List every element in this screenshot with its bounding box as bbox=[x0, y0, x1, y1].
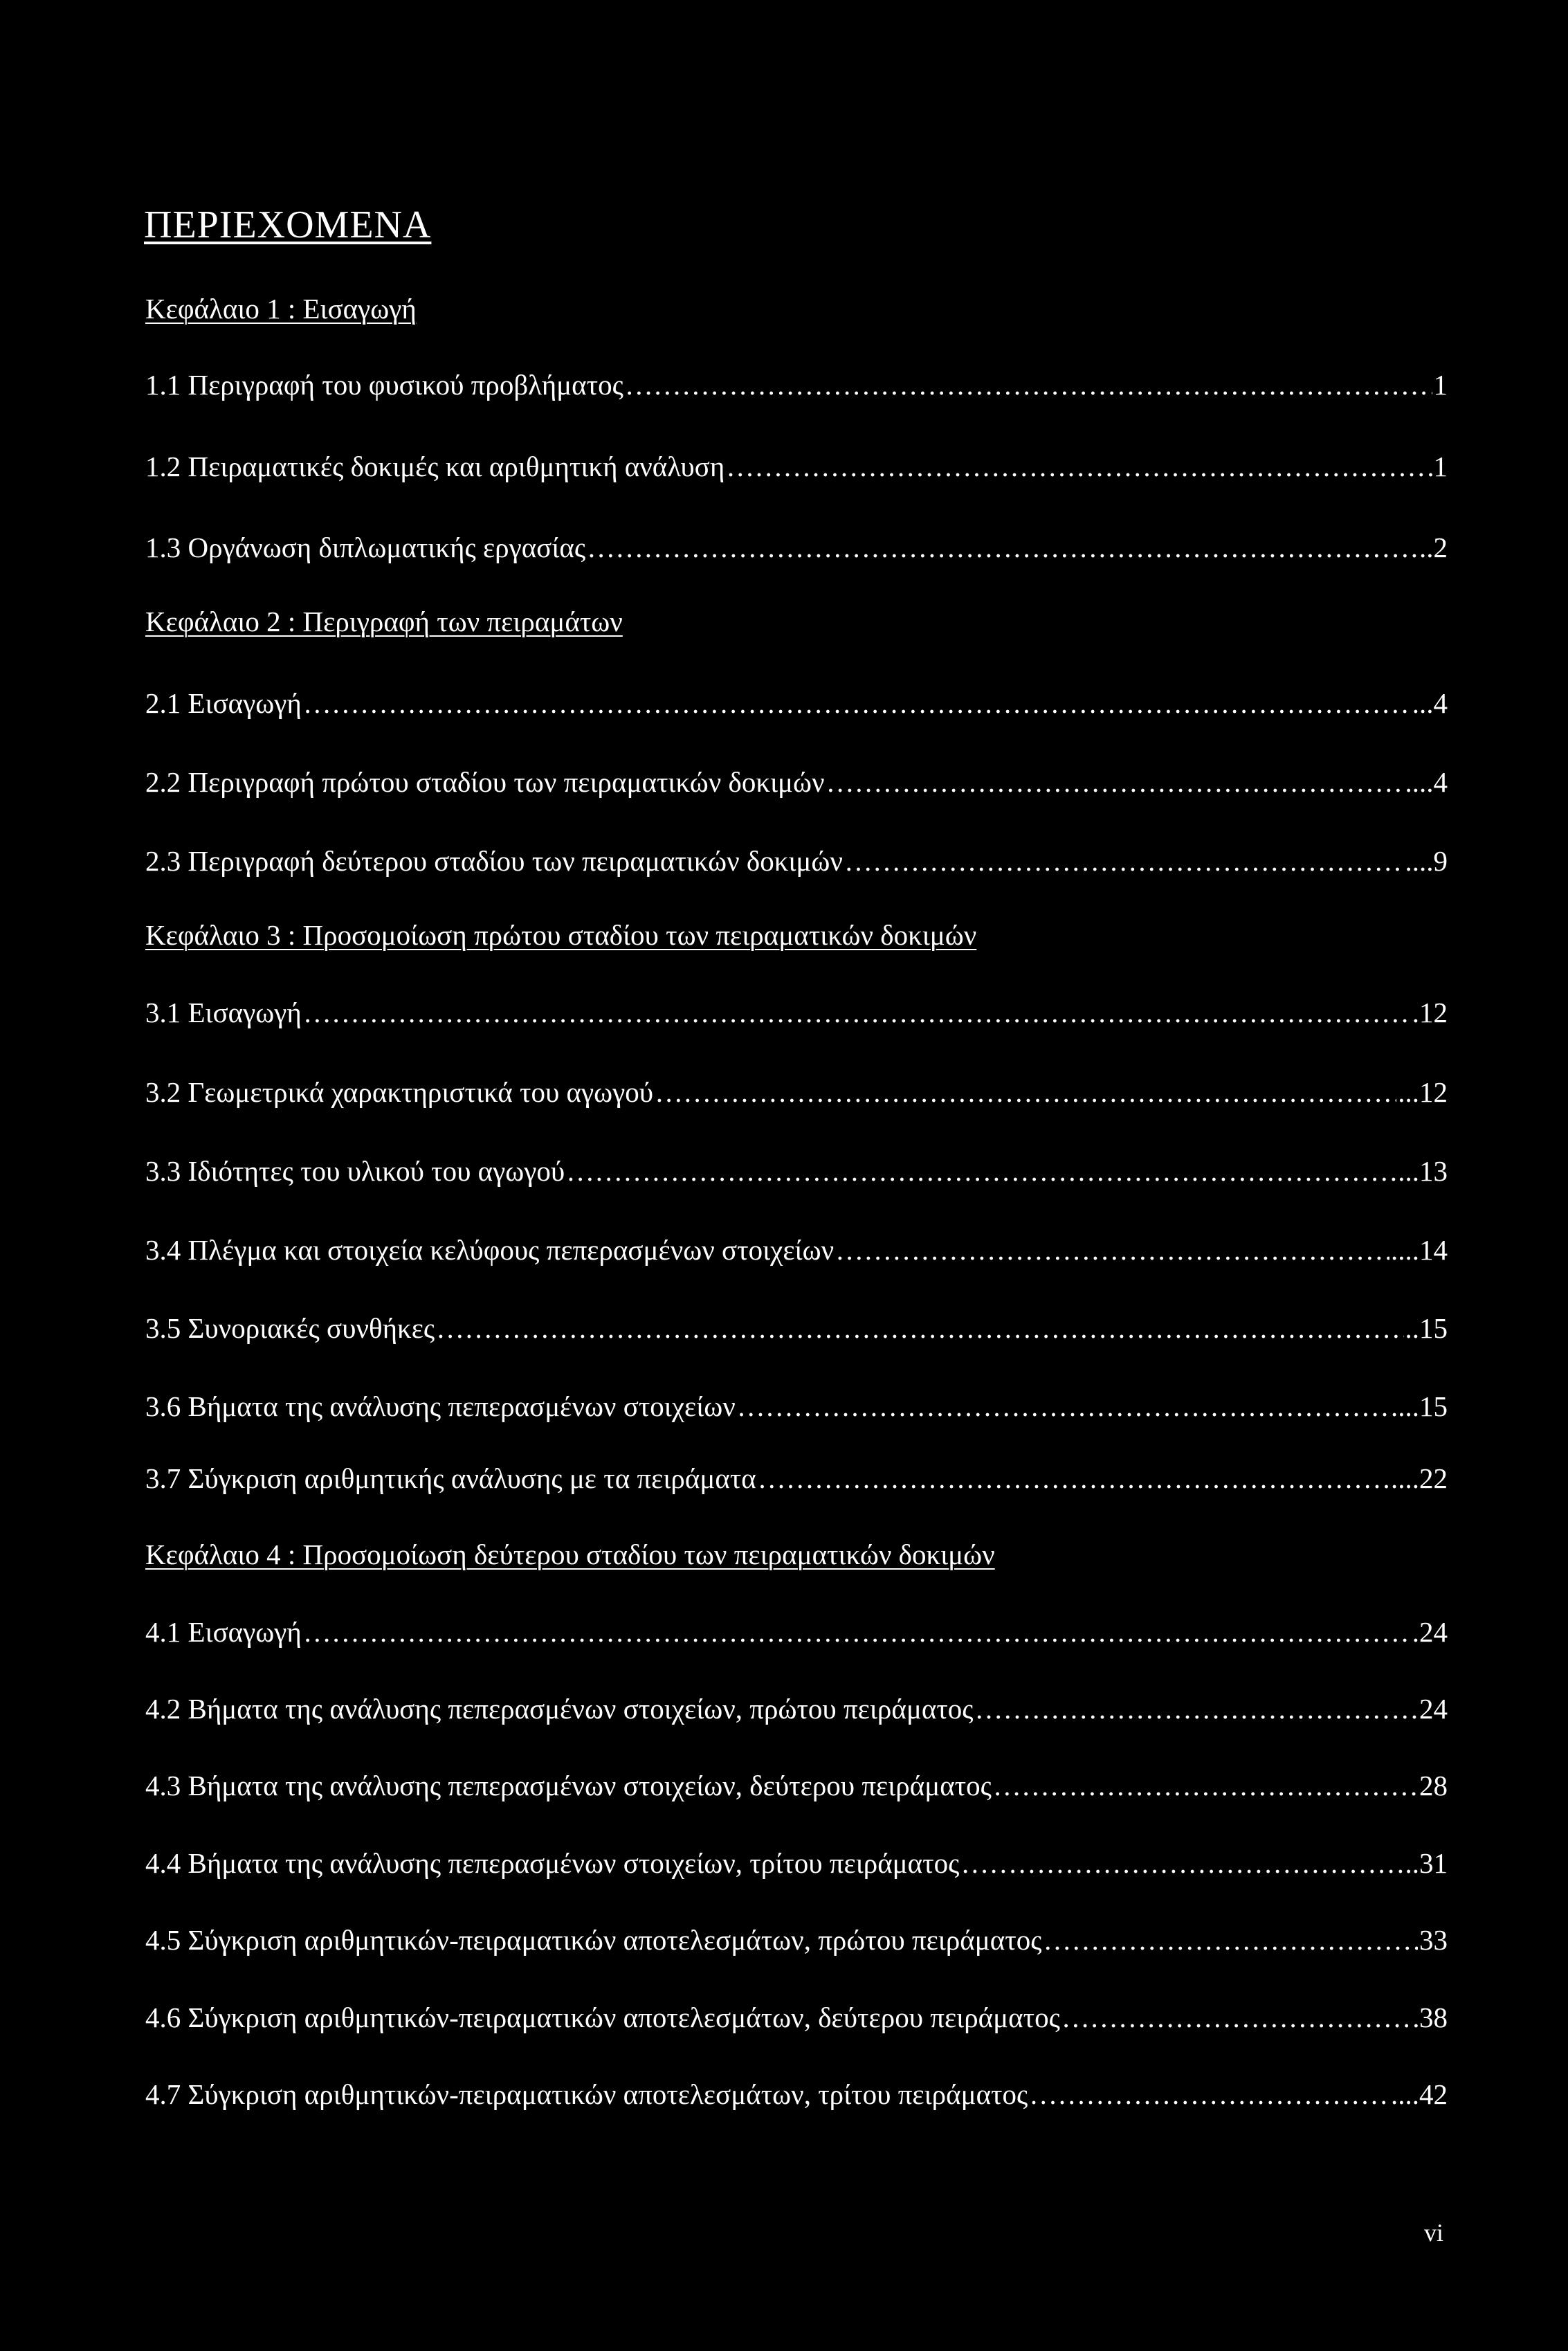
leader-dots bbox=[303, 1614, 1411, 1650]
toc-entry-page: 24 bbox=[1419, 1693, 1448, 1725]
toc-entry-2-2 bbox=[145, 764, 1448, 800]
toc-entry-label: 2.1 Εισαγωγή bbox=[145, 687, 302, 719]
toc-entry-label: 3.7 Σύγκριση αριθμητικής ανάλυσης με τα πειράματα bbox=[145, 1462, 756, 1494]
toc-entry-label: 4.5 Σύγκριση αριθμητικών-πειραματικών αποτελεσμάτων, πρώτου πειράματος bbox=[145, 1924, 1042, 1956]
chapter-heading-2: Κεφάλαιο 2 : Περιγραφή των πειραμάτων bbox=[145, 606, 623, 637]
toc-entry-label: 4.4 Βήματα της ανάλυσης πεπερασμένων στοιχείων, τρίτου πειράματος bbox=[145, 1847, 960, 1879]
page-number: vi bbox=[1424, 2219, 1444, 2246]
toc-entry-page: 1 bbox=[1433, 451, 1448, 482]
toc-entry-label: 3.4 Πλέγμα και στοιχεία κελύφους πεπερασμένων στοιχείων bbox=[145, 1234, 835, 1266]
toc-entry-label: 2.3 Περιγραφή δεύτερου σταδίου των πειραματικών δοκιμών bbox=[145, 845, 843, 877]
toc-entry-label: 3.2 Γεωμετρικά χαρακτηριστικά του αγωγού bbox=[145, 1076, 654, 1108]
toc-entry-4-1 bbox=[145, 1614, 1448, 1650]
toc-entry-page: 1 bbox=[1433, 369, 1448, 401]
toc-entry-page: ..2 bbox=[1419, 532, 1448, 563]
toc-entry-label: 2.2 Περιγραφή πρώτου σταδίου των πειραματικών δοκιμών bbox=[145, 766, 825, 798]
toc-entry-page: .12 bbox=[1412, 997, 1448, 1028]
toc-entry-label: 3.1 Εισαγωγή bbox=[145, 997, 302, 1028]
toc-entry-4-5 bbox=[145, 1922, 1448, 1958]
leader-dots bbox=[960, 1845, 1403, 1881]
toc-entry-2-1 bbox=[145, 685, 1448, 721]
toc-entry-page: ....9 bbox=[1405, 845, 1448, 877]
leader-dots bbox=[1061, 1999, 1418, 2035]
toc-entry-page: ....42 bbox=[1391, 2078, 1448, 2110]
leader-dots bbox=[975, 1691, 1418, 1727]
leader-dots bbox=[625, 367, 1432, 403]
leader-dots bbox=[758, 1460, 1389, 1496]
toc-entry-page: .24 bbox=[1412, 1616, 1448, 1648]
toc-entry-label: 1.1 Περιγραφή του φυσικού προβλήματος bbox=[145, 369, 623, 401]
toc-entry-page: ....22 bbox=[1391, 1462, 1448, 1494]
toc-entry-3-7 bbox=[145, 1460, 1448, 1496]
toc-entry-3-6 bbox=[145, 1388, 1448, 1424]
toc-entry-label: 3.6 Βήματα της ανάλυσης πεπερασμένων στοιχείων bbox=[145, 1390, 736, 1422]
leader-dots bbox=[1029, 2076, 1389, 2112]
leader-dots bbox=[1043, 1922, 1418, 1958]
leader-dots bbox=[844, 843, 1404, 879]
toc-entry-3-1 bbox=[145, 995, 1448, 1031]
toc-entry-4-4 bbox=[145, 1845, 1448, 1881]
chapter-heading-1: Κεφάλαιο 1 : Εισαγωγή bbox=[145, 293, 417, 325]
toc-entry-page: ...4 bbox=[1412, 687, 1448, 719]
toc-entry-page: ..31 bbox=[1405, 1847, 1448, 1879]
chapter-heading-3: Κεφάλαιο 3 : Προσομοίωση πρώτου σταδίου των πειραματικών δοκιμών bbox=[145, 919, 977, 951]
toc-entry-label: 4.7 Σύγκριση αριθμητικών-πειραματικών αποτελεσμάτων, τρίτου πειράματος bbox=[145, 2078, 1028, 2110]
toc-entry-4-7 bbox=[145, 2076, 1448, 2112]
toc-entry-label: 4.1 Εισαγωγή bbox=[145, 1616, 302, 1648]
toc-entry-page: ..15 bbox=[1405, 1312, 1448, 1344]
leader-dots bbox=[587, 529, 1418, 565]
toc-entry-3-4 bbox=[145, 1232, 1448, 1268]
toc-entry-3-5 bbox=[145, 1310, 1448, 1346]
page-title: ΠΕΡΙΕΧΟΜΕΝΑ bbox=[144, 203, 432, 246]
toc-entry-4-3 bbox=[145, 1768, 1448, 1804]
leader-dots bbox=[303, 685, 1411, 721]
leader-dots bbox=[835, 1232, 1389, 1268]
toc-entry-label: 4.3 Βήματα της ανάλυσης πεπερασμένων στοιχείων, δεύτερου πειράματος bbox=[145, 1770, 992, 1801]
toc-entry-page: 38 bbox=[1419, 2001, 1448, 2033]
toc-entry-4-2 bbox=[145, 1691, 1448, 1727]
toc-entry-3-2 bbox=[145, 1074, 1448, 1110]
toc-entry-page: ....4 bbox=[1405, 766, 1448, 798]
leader-dots bbox=[655, 1074, 1396, 1110]
leader-dots bbox=[737, 1388, 1389, 1424]
leader-dots bbox=[436, 1310, 1403, 1346]
toc-entry-page: ...12 bbox=[1398, 1076, 1448, 1108]
toc-entry-page: ....15 bbox=[1391, 1390, 1448, 1422]
leader-dots bbox=[726, 448, 1432, 484]
leader-dots bbox=[993, 1768, 1418, 1804]
toc-entry-label: 3.5 Συνοριακές συνθήκες bbox=[145, 1312, 435, 1344]
toc-entry-label: 1.3 Οργάνωση διπλωματικής εργασίας bbox=[145, 532, 586, 563]
toc-entry-page: ...13 bbox=[1398, 1155, 1448, 1187]
toc-entry-page: 28 bbox=[1419, 1770, 1448, 1801]
toc-entry-page: 33 bbox=[1419, 1924, 1448, 1956]
toc-entry-label: 4.6 Σύγκριση αριθμητικών-πειραματικών αποτελεσμάτων, δεύτερου πειράματος bbox=[145, 2001, 1060, 2033]
toc-entry-1-1 bbox=[145, 367, 1448, 403]
leader-dots bbox=[826, 764, 1404, 800]
toc-entry-label: 1.2 Πειραματικές δοκιμές και αριθμητική ανάλυση bbox=[145, 451, 725, 482]
toc-entry-page: ....14 bbox=[1391, 1234, 1448, 1266]
toc-entry-4-6 bbox=[145, 1999, 1448, 2035]
leader-dots bbox=[303, 995, 1411, 1031]
toc-entry-2-3 bbox=[145, 843, 1448, 879]
toc-entry-1-3 bbox=[145, 529, 1448, 565]
chapter-heading-4: Κεφάλαιο 4 : Προσομοίωση δεύτερου σταδίου των πειραματικών δοκιμών bbox=[145, 1538, 995, 1570]
toc-entry-label: 4.2 Βήματα της ανάλυσης πεπερασμένων στοιχείων, πρώτου πειράματος bbox=[145, 1693, 974, 1725]
toc-entry-label: 3.3 Ιδιότητες του υλικού του αγωγού bbox=[145, 1155, 565, 1187]
leader-dots bbox=[566, 1153, 1396, 1189]
toc-entry-1-2 bbox=[145, 448, 1448, 484]
toc-entry-3-3 bbox=[145, 1153, 1448, 1189]
